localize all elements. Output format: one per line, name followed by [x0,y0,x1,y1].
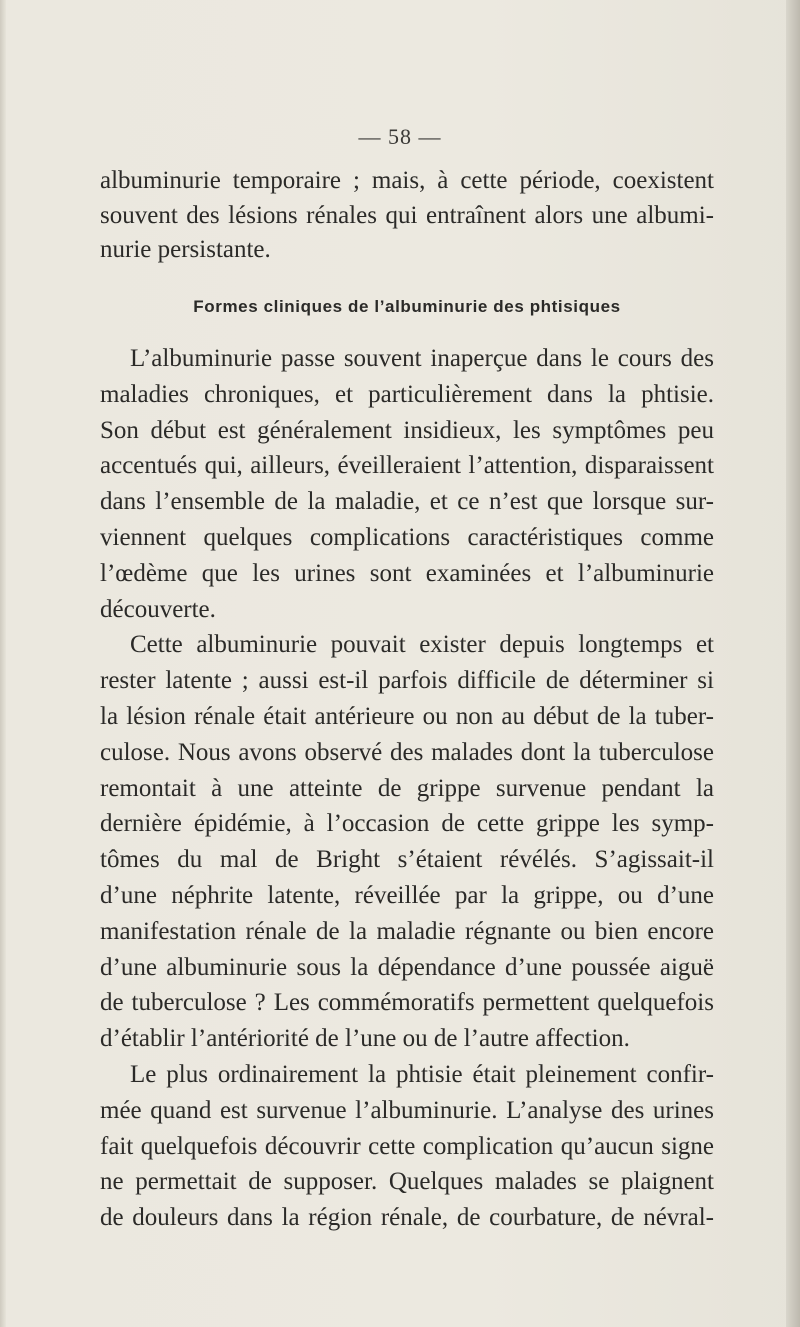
intro-paragraph [100,164,714,268]
text-line: fait quelquefois découvrir cette complication qu’aucun signe [100,1132,714,1160]
text-line: la lésion rénale était antérieure ou non au début de la tuber- [100,702,714,730]
text-line: l’œdème que les urines sont examinées et l’albuminurie [100,559,714,587]
text-line: remontait à une atteinte de grippe survenue pendant la [100,774,714,802]
page-right-edge-shadow [786,0,800,1327]
text-line: albuminurie temporaire ; mais, à cette période, coexistent [100,167,714,194]
section-heading: Formes cliniques de l’albuminurie des phtisiques [193,297,621,316]
text-line: de douleurs dans la région rénale, de courbature, de névral- [100,1204,714,1232]
text-line: viennent quelques complications caractéristiques comme [100,523,714,551]
text-line: nurie persistante. [100,236,271,264]
text-line: de tuberculose ? Les commémoratifs permettent quelquefois [100,989,714,1017]
text-line: Son début est généralement insidieux, les symptômes peu [100,416,714,444]
text-line: découverte. [100,595,216,623]
page-number: — 58 — [358,124,442,149]
text-line: mée quand est survenue l’albuminurie. L’analyse des urines [100,1096,714,1124]
text-line: rester latente ; aussi est-il parfois difficile de déterminer si [100,667,714,695]
text-line: d’établir l’antériorité de l’une ou de l’autre affection. [100,1025,630,1053]
text-line: maladies chroniques, et particulièrement dans la phtisie. [100,380,714,408]
text-line: Cette albuminurie pouvait exister depuis longtemps et [130,631,714,659]
text-line: tômes du mal de Bright s’étaient révélés. S’agissait-il [100,846,714,874]
text-line: culose. Nous avons observé des malades dont la tuberculose [100,738,714,766]
section-body [100,341,714,1236]
text-line: d’une albuminurie sous la dépendance d’une poussée aiguë [100,953,714,981]
text-line: L’albuminurie passe souvent inaperçue dans le cours des [130,345,714,372]
text-line: ne permettait de supposer. Quelques malades se plaignent [100,1168,714,1196]
text-line: souvent des lésions rénales qui entraînent alors une albumi- [100,201,714,229]
text-line: accentués qui, ailleurs, éveilleraient l’attention, disparaissent [100,452,714,480]
text-line: dernière épidémie, à l’occasion de cette grippe les symp- [100,810,714,838]
text-line: manifestation rénale de la maladie régnante ou bien encore [100,917,714,945]
text-line: dans l’ensemble de la maladie, et ce n’est que lorsque sur- [100,488,714,516]
text-line: Le plus ordinairement la phtisie était pleinement confir- [130,1060,714,1088]
page-left-edge [0,0,6,1327]
text-line: d’une néphrite latente, réveillée par la grippe, ou d’une [100,881,714,909]
